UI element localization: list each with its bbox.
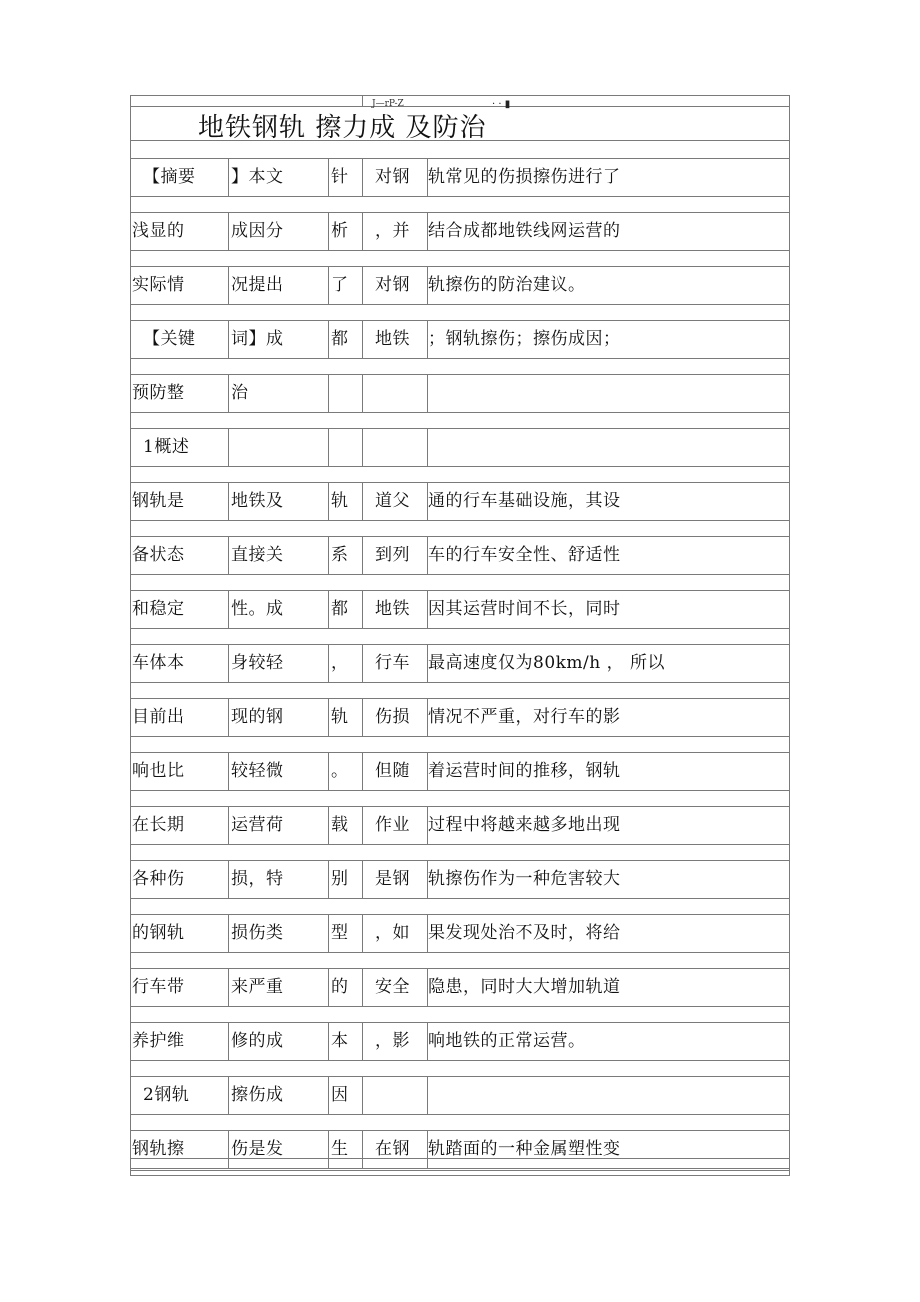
table-cell-col1: 1概述 xyxy=(143,437,190,457)
grid-line-vertical xyxy=(328,536,329,574)
grid-line-horizontal xyxy=(130,196,789,197)
table-cell-col4: 是钢 xyxy=(375,869,410,889)
table-cell-col5: 轨擦伤的防治建议。 xyxy=(428,275,586,295)
grid-line-vertical xyxy=(328,1076,329,1114)
table-cell-col4: 地铁 xyxy=(375,599,410,619)
grid-line-vertical xyxy=(228,536,229,574)
table-cell-col1: 目前出 xyxy=(132,707,185,727)
grid-line-vertical xyxy=(228,1130,229,1168)
grid-line-vertical xyxy=(228,1076,229,1114)
grid-line-vertical xyxy=(362,482,363,520)
grid-line-vertical xyxy=(228,212,229,250)
grid-line-vertical xyxy=(228,914,229,952)
grid-line-vertical xyxy=(228,320,229,358)
grid-line-vertical xyxy=(328,320,329,358)
grid-line-vertical xyxy=(328,860,329,898)
table-cell-col3: 因 xyxy=(331,1085,349,1105)
table-cell-col3: 系 xyxy=(331,545,349,565)
grid-line-horizontal xyxy=(130,95,789,96)
table-cell-col1: 行车带 xyxy=(132,977,185,997)
table-cell-col4: 道父 xyxy=(375,491,410,511)
table-cell-col3: 别 xyxy=(331,869,349,889)
table-cell-col1: 【摘要 xyxy=(143,167,196,187)
grid-line-vertical xyxy=(328,482,329,520)
table-cell-col3: 轨 xyxy=(331,707,349,727)
grid-line-vertical xyxy=(362,1022,363,1060)
table-cell-col5: 因其运营时间不长，同时 xyxy=(428,599,621,619)
table-cell-col5: 轨常见的伤损擦伤进行了 xyxy=(428,167,621,187)
table-cell-col3: 了 xyxy=(331,275,349,295)
table-cell-col1: 预防整 xyxy=(132,383,185,403)
table-cell-col1: 【关键 xyxy=(143,329,196,349)
grid-line-horizontal xyxy=(130,412,789,413)
grid-line-vertical xyxy=(362,590,363,628)
table-cell-col2: 身较轻 xyxy=(231,653,284,673)
table-cell-col4: 伤损 xyxy=(375,707,410,727)
grid-line-vertical xyxy=(427,428,428,466)
grid-line-vertical xyxy=(362,644,363,682)
grid-line-vertical xyxy=(228,1022,229,1060)
grid-line-vertical xyxy=(228,266,229,304)
grid-line-horizontal xyxy=(130,736,789,737)
grid-line-vertical xyxy=(228,860,229,898)
table-cell-col4: 地铁 xyxy=(375,329,410,349)
table-cell-col5: 轨踏面的一种金属塑性变 xyxy=(428,1139,621,1159)
table-cell-col3: 载 xyxy=(331,815,349,835)
grid-line-vertical xyxy=(362,320,363,358)
table-cell-col2: 较轻微 xyxy=(231,761,284,781)
grid-line-vertical xyxy=(228,428,229,466)
grid-line-vertical xyxy=(362,806,363,844)
grid-line-horizontal xyxy=(130,952,789,953)
grid-line-vertical xyxy=(362,914,363,952)
table-cell-col1: 养护维 xyxy=(132,1031,185,1051)
grid-line-vertical xyxy=(130,95,131,1176)
grid-line-vertical xyxy=(328,1022,329,1060)
grid-line-horizontal xyxy=(130,1006,789,1007)
table-cell-col5: 果发现处治不及时，将给 xyxy=(428,923,621,943)
table-cell-col5: 情况不严重，对行车的影 xyxy=(428,707,621,727)
table-cell-col1: 车体本 xyxy=(132,653,185,673)
table-cell-col4: ，并 xyxy=(375,221,410,241)
grid-line-horizontal xyxy=(130,466,789,467)
table-cell-col1: 备状态 xyxy=(132,545,185,565)
grid-line-vertical xyxy=(427,374,428,412)
table-cell-col2: 治 xyxy=(231,383,249,403)
document-title: 地铁钢轨 擦力成 及防治 xyxy=(198,113,487,143)
table-cell-col2: 性。成 xyxy=(231,599,284,619)
table-cell-col3: 都 xyxy=(331,599,349,619)
table-cell-col1: 钢轨擦 xyxy=(132,1139,185,1159)
grid-line-vertical xyxy=(362,1130,363,1168)
table-cell-col4: ，如 xyxy=(375,923,410,943)
table-cell-col1: 实际情 xyxy=(132,275,185,295)
table-cell-col2: 伤是发 xyxy=(231,1139,284,1159)
table-cell-col1: 在长期 xyxy=(132,815,185,835)
table-cell-col2: 擦伤成 xyxy=(231,1085,284,1105)
grid-line-vertical xyxy=(328,806,329,844)
grid-line-vertical xyxy=(362,860,363,898)
table-cell-col2: 现的钢 xyxy=(231,707,284,727)
table-cell-col3: 的 xyxy=(331,977,349,997)
table-cell-col4: 作业 xyxy=(375,815,410,835)
table-cell-col4: 行车 xyxy=(375,653,410,673)
grid-line-vertical xyxy=(362,374,363,412)
grid-line-horizontal xyxy=(130,1168,789,1169)
table-cell-col2: 词】成 xyxy=(231,329,284,349)
grid-line-vertical xyxy=(328,914,329,952)
grid-line-horizontal xyxy=(130,898,789,899)
table-cell-col2: 损，特 xyxy=(231,869,284,889)
table-cell-col5: 过程中将越来越多地出现 xyxy=(428,815,621,835)
grid-line-vertical xyxy=(228,482,229,520)
table-cell-col3: ， xyxy=(331,653,349,673)
grid-line-horizontal xyxy=(130,574,789,575)
grid-line-vertical xyxy=(362,968,363,1006)
table-cell-col3: 析 xyxy=(331,221,349,241)
grid-line-horizontal xyxy=(130,1060,789,1061)
table-cell-col2: 】本文 xyxy=(231,167,284,187)
table-cell-col4: 但随 xyxy=(375,761,410,781)
table-cell-col2: 成因分 xyxy=(231,221,284,241)
table-cell-col2: 修的成 xyxy=(231,1031,284,1051)
table-cell-col2: 直接关 xyxy=(231,545,284,565)
grid-line-vertical xyxy=(427,1076,428,1114)
table-cell-col5: 着运营时间的推移，钢轨 xyxy=(428,761,621,781)
table-cell-col4: 对钢 xyxy=(375,275,410,295)
table-cell-col1: 钢轨是 xyxy=(132,491,185,511)
grid-line-vertical xyxy=(328,968,329,1006)
grid-line-vertical xyxy=(228,752,229,790)
grid-line-vertical xyxy=(328,428,329,466)
grid-line-vertical xyxy=(228,158,229,196)
grid-line-horizontal xyxy=(130,1175,789,1176)
grid-line-horizontal xyxy=(130,790,789,791)
grid-line-vertical xyxy=(328,752,329,790)
grid-line-vertical xyxy=(328,374,329,412)
table-cell-col3: 。 xyxy=(331,761,349,781)
grid-line-horizontal xyxy=(130,628,789,629)
grid-line-vertical xyxy=(328,698,329,736)
grid-line-vertical xyxy=(328,1130,329,1168)
table-cell-col4: 到列 xyxy=(375,545,410,565)
table-cell-col2: 损伤类 xyxy=(231,923,284,943)
grid-line-horizontal xyxy=(130,844,789,845)
table-cell-col1: 各种伤 xyxy=(132,869,185,889)
grid-line-vertical xyxy=(228,806,229,844)
grid-line-vertical xyxy=(228,698,229,736)
grid-line-vertical xyxy=(362,1076,363,1114)
table-cell-col1: 2钢轨 xyxy=(143,1085,190,1105)
header-mark: J—rP-Z xyxy=(372,99,404,109)
grid-line-horizontal xyxy=(130,682,789,683)
table-cell-col5: 车的行车安全性、舒适性 xyxy=(428,545,621,565)
table-cell-col5: 隐患，同时大大增加轨道 xyxy=(428,977,621,997)
table-cell-col2: 运营荷 xyxy=(231,815,284,835)
grid-line-vertical xyxy=(228,644,229,682)
grid-line-vertical xyxy=(228,374,229,412)
table-cell-col1: 和稳定 xyxy=(132,599,185,619)
grid-line-vertical xyxy=(228,968,229,1006)
table-cell-col1: 的钢轨 xyxy=(132,923,185,943)
grid-line-vertical xyxy=(328,590,329,628)
grid-line-horizontal xyxy=(130,358,789,359)
table-cell-col5: ；钢轨擦伤；擦伤成因； xyxy=(428,329,621,349)
grid-line-vertical xyxy=(328,644,329,682)
table-cell-col3: 生 xyxy=(331,1139,349,1159)
grid-line-vertical xyxy=(362,158,363,196)
header-dots: · · ▮ xyxy=(492,99,511,110)
grid-line-horizontal xyxy=(130,1170,789,1171)
grid-line-vertical xyxy=(362,698,363,736)
grid-line-horizontal xyxy=(130,520,789,521)
table-cell-col4: ，影 xyxy=(375,1031,410,1051)
grid-line-vertical xyxy=(362,95,363,106)
grid-line-horizontal xyxy=(130,106,789,107)
table-cell-col3: 针 xyxy=(331,167,349,187)
table-cell-col4: 对钢 xyxy=(375,167,410,187)
table-cell-col3: 本 xyxy=(331,1031,349,1051)
table-cell-col3: 型 xyxy=(331,923,349,943)
table-cell-col4: 安全 xyxy=(375,977,410,997)
grid-line-vertical xyxy=(228,590,229,628)
grid-line-vertical xyxy=(362,752,363,790)
table-cell-col5: 轨擦伤作为一种危害较大 xyxy=(428,869,621,889)
grid-line-horizontal xyxy=(130,250,789,251)
grid-line-vertical xyxy=(328,266,329,304)
table-cell-col4: 在钢 xyxy=(375,1139,410,1159)
table-cell-col2: 来严重 xyxy=(231,977,284,997)
table-cell-col5: 响地铁的正常运营。 xyxy=(428,1031,586,1051)
grid-line-vertical xyxy=(362,266,363,304)
table-cell-col3: 都 xyxy=(331,329,349,349)
grid-line-horizontal xyxy=(130,1114,789,1115)
table-cell-col2: 况提出 xyxy=(231,275,284,295)
grid-line-vertical xyxy=(328,212,329,250)
grid-line-vertical xyxy=(362,536,363,574)
table-cell-col5: 通的行车基础设施，其设 xyxy=(428,491,621,511)
grid-line-vertical xyxy=(789,95,790,1176)
table-cell-col3: 轨 xyxy=(331,491,349,511)
table-cell-col1: 浅显的 xyxy=(132,221,185,241)
grid-line-vertical xyxy=(328,158,329,196)
table-cell-col5: 结合成都地铁线网运营的 xyxy=(428,221,621,241)
grid-line-vertical xyxy=(362,428,363,466)
grid-line-horizontal xyxy=(130,304,789,305)
grid-line-vertical xyxy=(362,212,363,250)
table-cell-col5: 最高速度仅为80km/h ， 所以 xyxy=(428,653,666,673)
table-cell-col2: 地铁及 xyxy=(231,491,284,511)
table-cell-col1: 响也比 xyxy=(132,761,185,781)
